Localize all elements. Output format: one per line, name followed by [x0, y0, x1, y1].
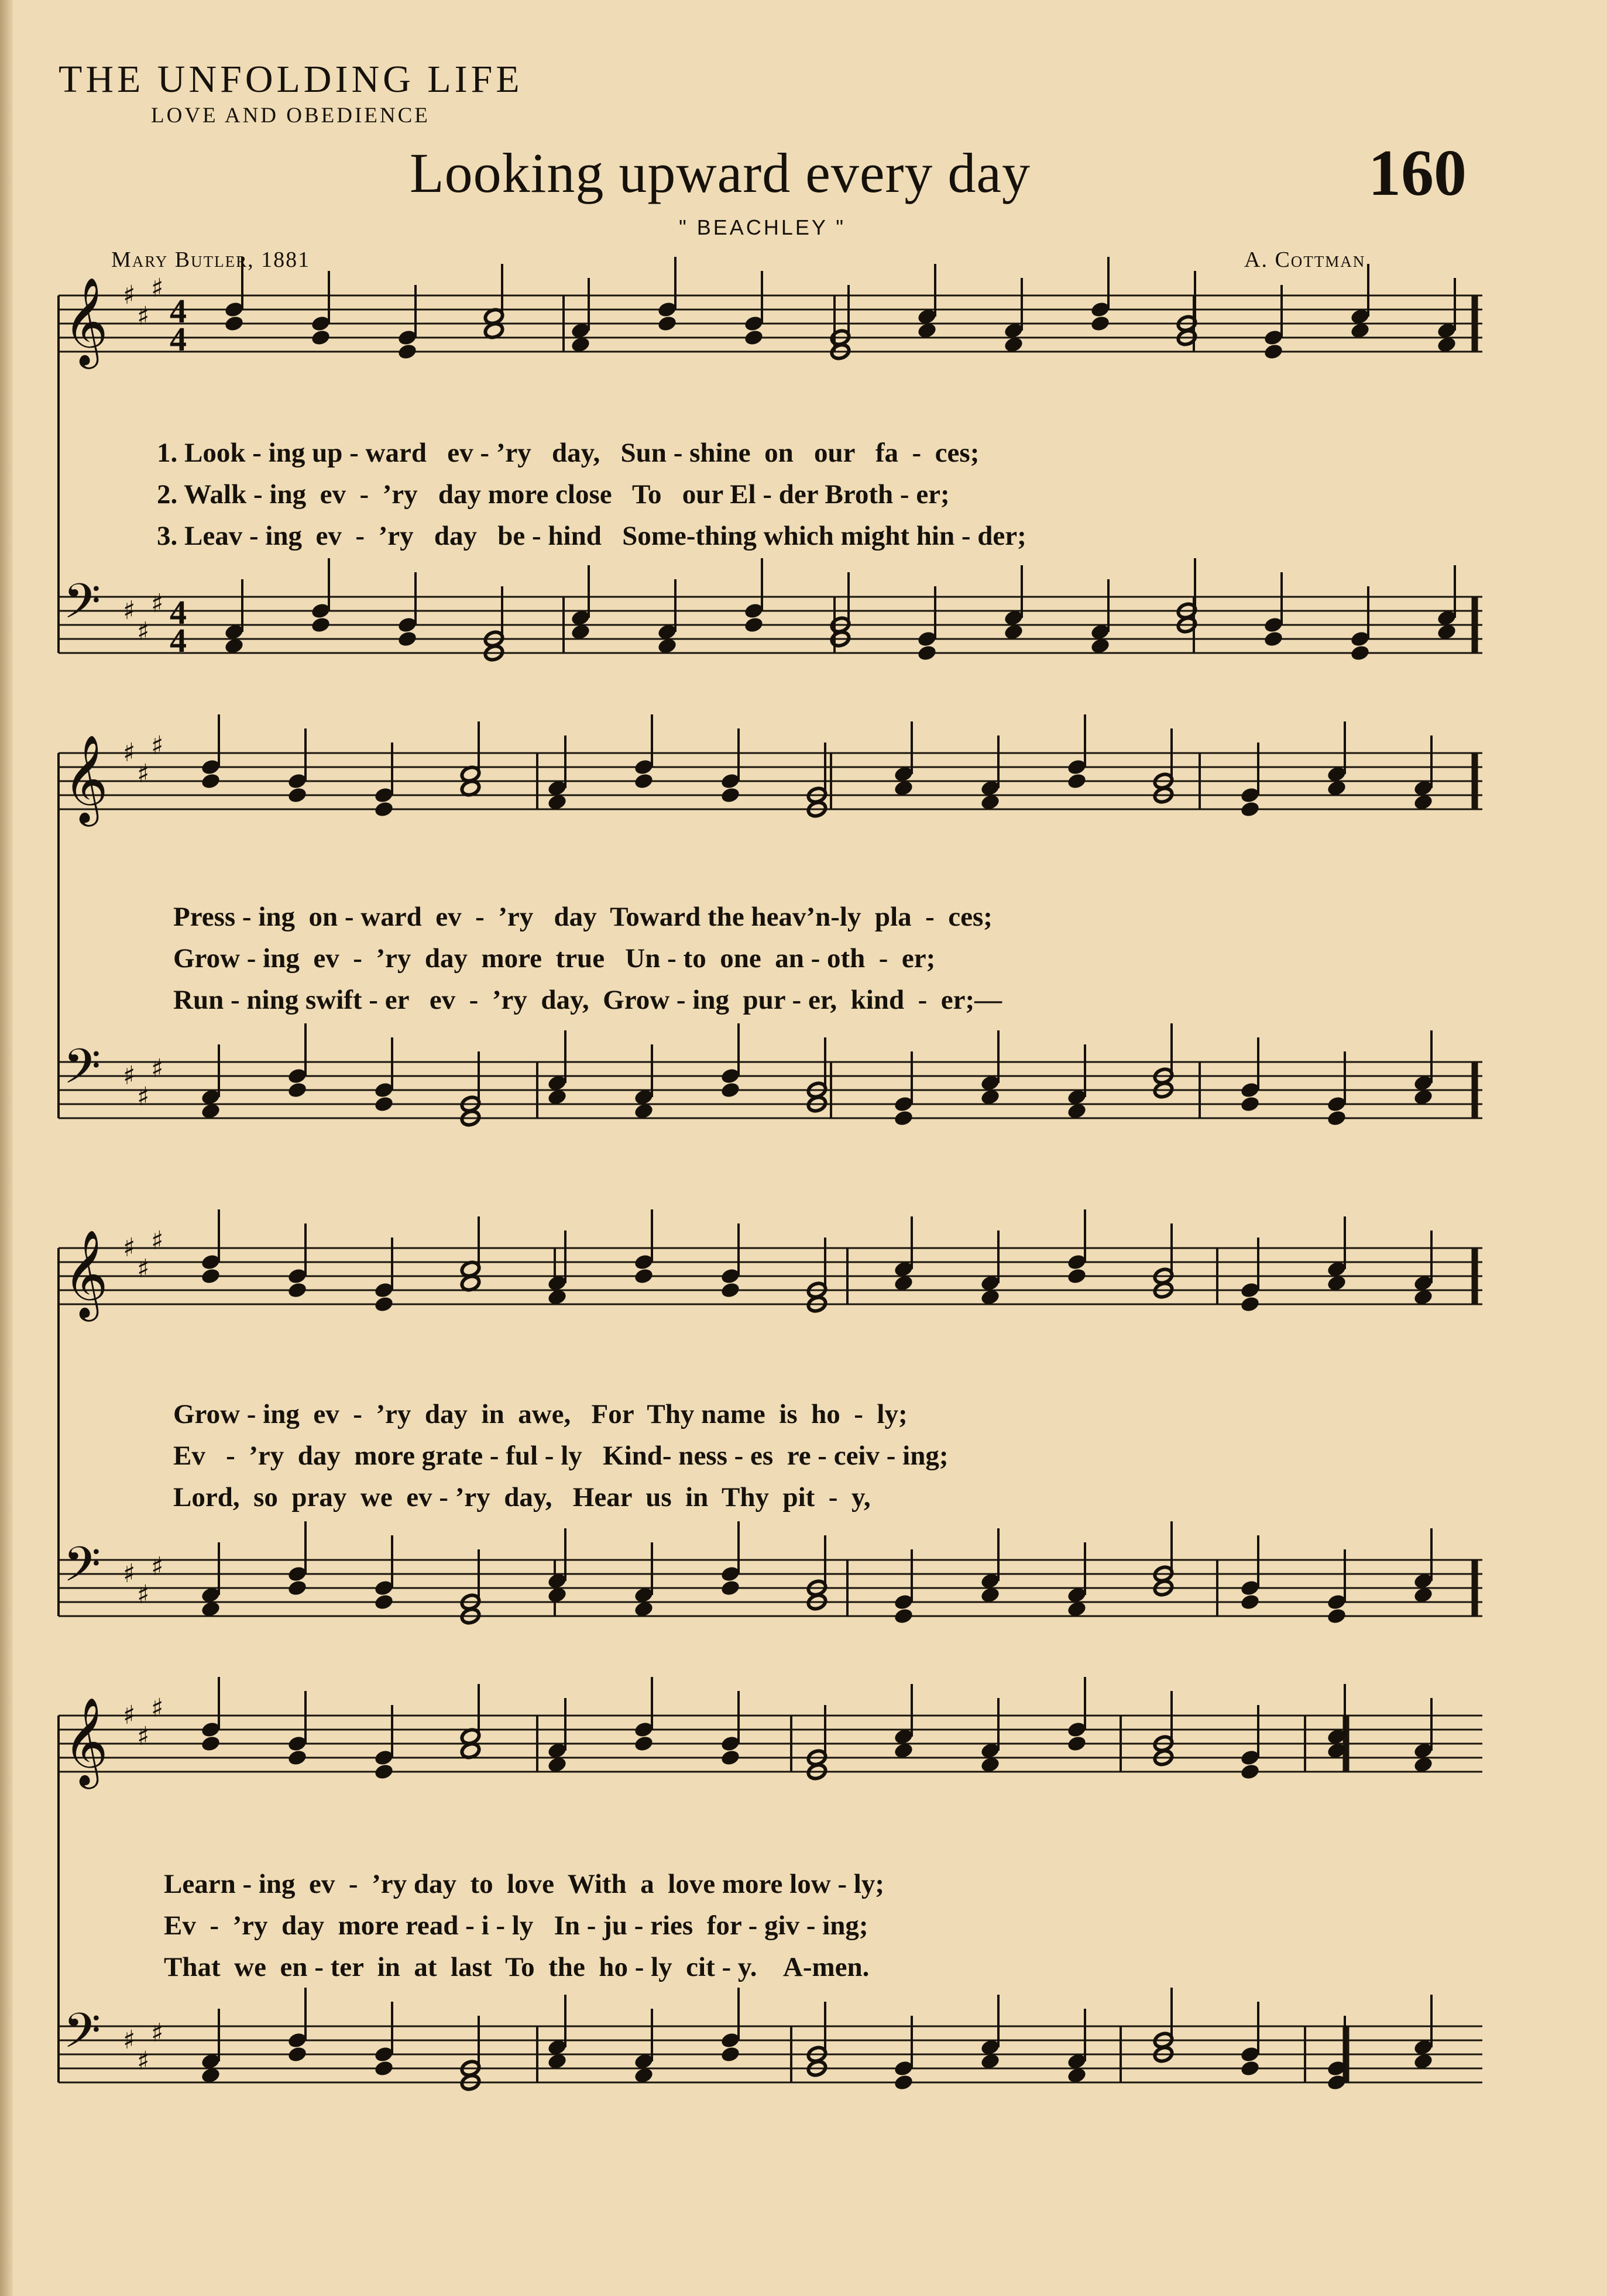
note-head: [893, 1607, 914, 1625]
note-head: [1326, 1607, 1347, 1625]
note-head: [200, 1735, 221, 1753]
sharp-icon: ♯: [123, 1233, 136, 1263]
note-head: [287, 1081, 308, 1099]
sharp-icon: ♯: [151, 273, 164, 303]
time-signature-numerator: 4: [170, 593, 187, 631]
note-head: [1239, 1763, 1261, 1781]
bass-clef-icon: 𝄢: [63, 1038, 101, 1106]
note-head: [373, 800, 394, 819]
sharp-icon: ♯: [123, 280, 136, 310]
time-signature-denominator: 4: [170, 320, 187, 358]
sharp-icon: ♯: [137, 759, 150, 789]
author-credit: Mary Butler, 1881: [111, 248, 311, 272]
sharp-icon: ♯: [137, 2046, 150, 2076]
time-signature-denominator: 4: [170, 621, 187, 659]
note-head: [1239, 1095, 1261, 1113]
bass-clef-icon: 𝄢: [63, 2002, 101, 2071]
note-head: [893, 2074, 914, 2092]
note-head: [373, 1593, 394, 1611]
note-head: [1263, 343, 1284, 361]
lyric-line-s2-v3: Run - ning swift - er ev - ’ry day, Grow - ing pur - er, kind - er;—: [173, 985, 1002, 1015]
note-head: [1066, 1267, 1087, 1286]
sharp-icon: ♯: [123, 1700, 136, 1730]
note-head: [397, 343, 418, 361]
sharp-icon: ♯: [151, 1693, 164, 1723]
sharp-icon: ♯: [123, 1559, 136, 1589]
note-head: [743, 329, 764, 347]
lyric-line-s3-v1: Grow - ing ev - ’ry day in awe, For Thy name is ho - ly;: [173, 1399, 908, 1429]
tune-name: " BEACHLEY ": [679, 215, 846, 239]
sharp-icon: ♯: [137, 301, 150, 331]
treble-clef-icon: 𝄞: [63, 1696, 108, 1785]
lyric-line-s3-v2: Ev - ’ry day more grate - ful - ly Kind- ness - es re - ceiv - ing;: [173, 1441, 949, 1471]
treble-clef-icon: 𝄞: [63, 276, 108, 365]
sharp-icon: ♯: [151, 1226, 164, 1256]
note-head: [1066, 1735, 1087, 1753]
note-head: [1239, 1593, 1261, 1611]
note-head: [720, 1579, 741, 1597]
note-head: [743, 616, 764, 634]
note-head: [200, 1267, 221, 1286]
time-signature-numerator: 4: [170, 292, 187, 330]
note-head: [1066, 772, 1087, 790]
lyric-line-s1-v3: 3. Leav - ing ev - ’ry day be - hind Some-thing which might hin - der;: [157, 521, 1026, 551]
note-head: [720, 1081, 741, 1099]
note-head: [720, 2046, 741, 2064]
note-head: [1239, 800, 1261, 819]
note-head: [1263, 630, 1284, 648]
hymn-title: Looking upward every day: [410, 142, 1031, 204]
bass-clef-icon: 𝄢: [63, 573, 101, 641]
lyric-line-s2-v1: Press - ing on - ward ev - ’ry day Toward the heav’n-ly pla - ces;: [173, 902, 993, 932]
sharp-icon: ♯: [123, 738, 136, 768]
note-head: [633, 1267, 654, 1286]
lyric-line-s4-v2: Ev - ’ry day more read - i - ly In - ju - ries for - giv - ing;: [164, 1910, 868, 1941]
note-head: [1239, 2060, 1261, 2078]
note-head: [373, 1095, 394, 1113]
note-head: [373, 2060, 394, 2078]
sharp-icon: ♯: [151, 589, 164, 618]
sharp-icon: ♯: [137, 1254, 150, 1284]
lyric-line-s3-v3: Lord, so pray we ev - ’ry day, Hear us in Thy pit - y,: [173, 1482, 871, 1513]
note-head: [916, 644, 938, 662]
lyric-line-s1-v2: 2. Walk - ing ev - ’ry day more close To our El - der Broth - er;: [157, 479, 950, 510]
sharp-icon: ♯: [151, 2018, 164, 2048]
note-head: [1326, 1109, 1347, 1128]
sharp-icon: ♯: [123, 596, 136, 625]
note-head: [310, 616, 331, 634]
note-head: [633, 1735, 654, 1753]
section-subtitle: LOVE AND OBEDIENCE: [151, 104, 430, 128]
note-head: [287, 786, 308, 805]
treble-clef-icon: 𝄞: [63, 734, 108, 823]
note-head: [720, 1749, 741, 1767]
note-head: [657, 315, 678, 333]
note-head: [200, 772, 221, 790]
note-head: [287, 1281, 308, 1300]
section-title: THE UNFOLDING LIFE: [59, 58, 523, 101]
sharp-icon: ♯: [137, 1721, 150, 1751]
lyric-line-s1-v1: 1. Look - ing up - ward ev - ’ry day, Sun - shine on our fa - ces;: [157, 438, 980, 468]
note-head: [287, 2046, 308, 2064]
note-head: [373, 1295, 394, 1314]
sharp-icon: ♯: [123, 1061, 136, 1091]
note-head: [1350, 644, 1371, 662]
sharp-icon: ♯: [123, 2025, 136, 2055]
lyric-line-s4-v1: Learn - ing ev - ’ry day to love With a love more low - ly;: [164, 1869, 884, 1899]
sharp-icon: ♯: [137, 1082, 150, 1112]
composer-credit: A. Cottman: [1244, 248, 1366, 272]
note-head: [1090, 315, 1111, 333]
note-head: [720, 786, 741, 805]
note-head: [1239, 1295, 1261, 1314]
bass-clef-icon: 𝄢: [63, 1536, 101, 1604]
sharp-icon: ♯: [151, 731, 164, 761]
treble-clef-icon: 𝄞: [63, 1229, 108, 1318]
sharp-icon: ♯: [151, 1552, 164, 1582]
sharp-icon: ♯: [137, 617, 150, 647]
note-head: [310, 329, 331, 347]
sharp-icon: ♯: [151, 1054, 164, 1084]
note-head: [633, 772, 654, 790]
note-head: [720, 1281, 741, 1300]
note-head: [287, 1749, 308, 1767]
note-head: [893, 1109, 914, 1128]
note-head: [373, 1763, 394, 1781]
note-head: [224, 315, 245, 333]
lyric-line-s4-v3: That we en - ter in at last To the ho - ly cit - y. A-men.: [164, 1952, 870, 1982]
lyric-line-s2-v2: Grow - ing ev - ’ry day more true Un - to one an - oth - er;: [173, 943, 936, 974]
sharp-icon: ♯: [137, 1580, 150, 1610]
note-head: [397, 630, 418, 648]
hymn-number: 160: [1368, 137, 1467, 209]
note-head: [287, 1579, 308, 1597]
